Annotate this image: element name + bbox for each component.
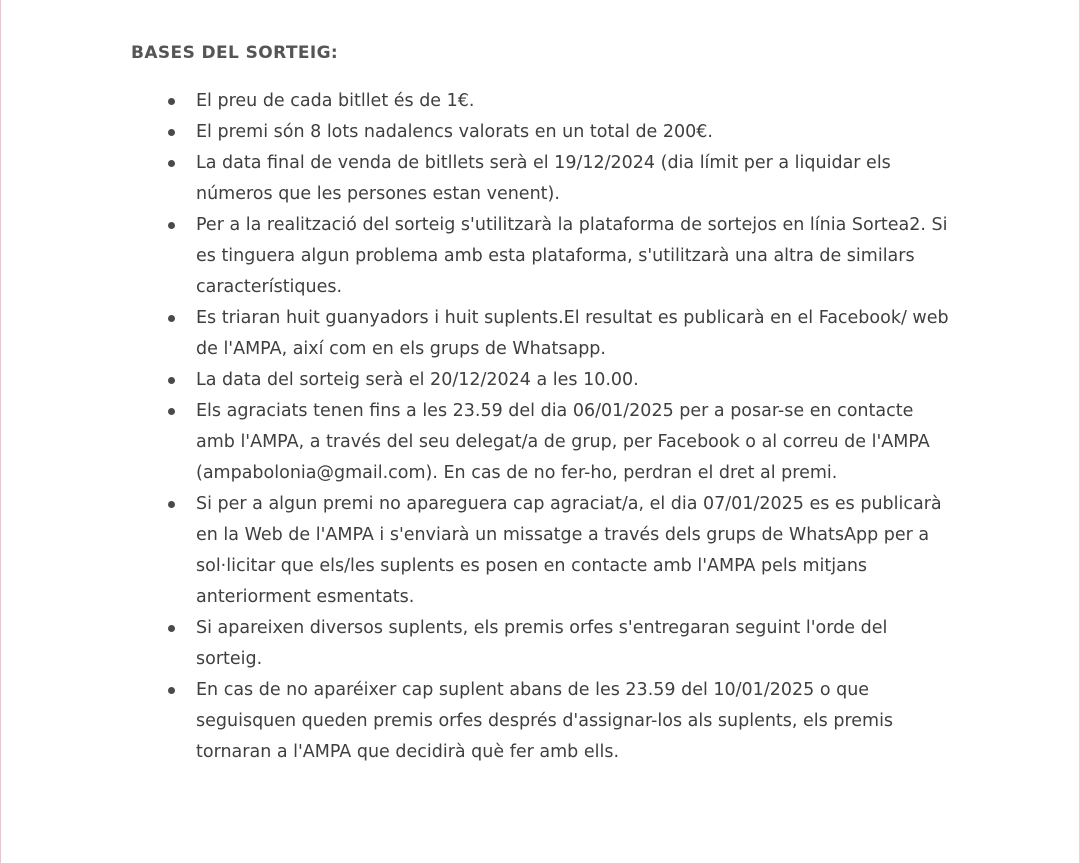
rule-item-1 xyxy=(0,86,956,117)
rules-list xyxy=(0,86,1080,768)
rule-item-2 xyxy=(0,117,956,148)
rule-item-9 xyxy=(0,613,956,675)
rule-text: Els agraciats tenen fins a les 23.59 del dia 06/01/2025 per a posar-se en contacte amb l'AMPA, a través del seu delegat/a de grup, per Facebook o al correu de l'AMPA (ampabolonia@gmail.com). En cas de no fer-ho, perdran el dret al premi. xyxy=(196,401,930,483)
bullet-icon xyxy=(168,687,175,694)
rule-item-10 xyxy=(0,675,956,768)
rule-item-6 xyxy=(0,365,956,396)
bullet-icon xyxy=(168,129,175,136)
rule-text: La data final de venda de bitllets serà el 19/12/2024 (dia límit per a liquidar els números que les persones estan venent). xyxy=(196,153,891,204)
bullet-icon xyxy=(168,98,175,105)
rule-text: La data del sorteig serà el 20/12/2024 a les 10.00. xyxy=(196,370,639,390)
bullet-icon xyxy=(168,222,175,229)
rule-text: Per a la realització del sorteig s'utilitzarà la plataforma de sortejos en línia Sortea2. Si es tinguera algun problema amb esta plataforma, s'utilitzarà una altra de similars característiques. xyxy=(196,215,948,297)
rule-text: El preu de cada bitllet és de 1€. xyxy=(196,91,475,111)
rule-item-4 xyxy=(0,210,956,303)
rule-item-3 xyxy=(0,148,956,210)
rule-item-8 xyxy=(0,489,956,613)
bullet-icon xyxy=(168,625,175,632)
document-heading: BASES DEL SORTEIG: xyxy=(131,43,339,63)
rule-text: Si apareixen diversos suplents, els premis orfes s'entregaran seguint l'orde del sorteig. xyxy=(196,618,888,669)
bullet-icon xyxy=(168,408,175,415)
rule-text: Si per a algun premi no apareguera cap agraciat/a, el dia 07/01/2025 es es publicarà en la Web de l'AMPA i s'enviarà un missatge a través dels grups de WhatsApp per a sol·licitar que els/les suplents es posen en contacte amb l'AMPA pels mitjans anteriorment esmentats. xyxy=(196,494,942,607)
rule-item-7 xyxy=(0,396,956,489)
rule-text: El premi són 8 lots nadalencs valorats en un total de 200€. xyxy=(196,122,713,142)
bullet-icon xyxy=(168,315,175,322)
bullet-icon xyxy=(168,501,175,508)
bullet-icon xyxy=(168,377,175,384)
rule-text: En cas de no aparéixer cap suplent abans de les 23.59 del 10/01/2025 o que seguisquen queden premis orfes després d'assignar-los als suplents, els premis tornaran a l'AMPA que decidirà què fer amb ells. xyxy=(196,680,894,762)
rule-text: Es triaran huit guanyadors i huit suplents.El resultat es publicarà en el Facebook/ web de l'AMPA, així com en els grups de Whatsapp. xyxy=(196,308,949,359)
bullet-icon xyxy=(168,160,175,167)
rule-item-5 xyxy=(0,303,956,365)
